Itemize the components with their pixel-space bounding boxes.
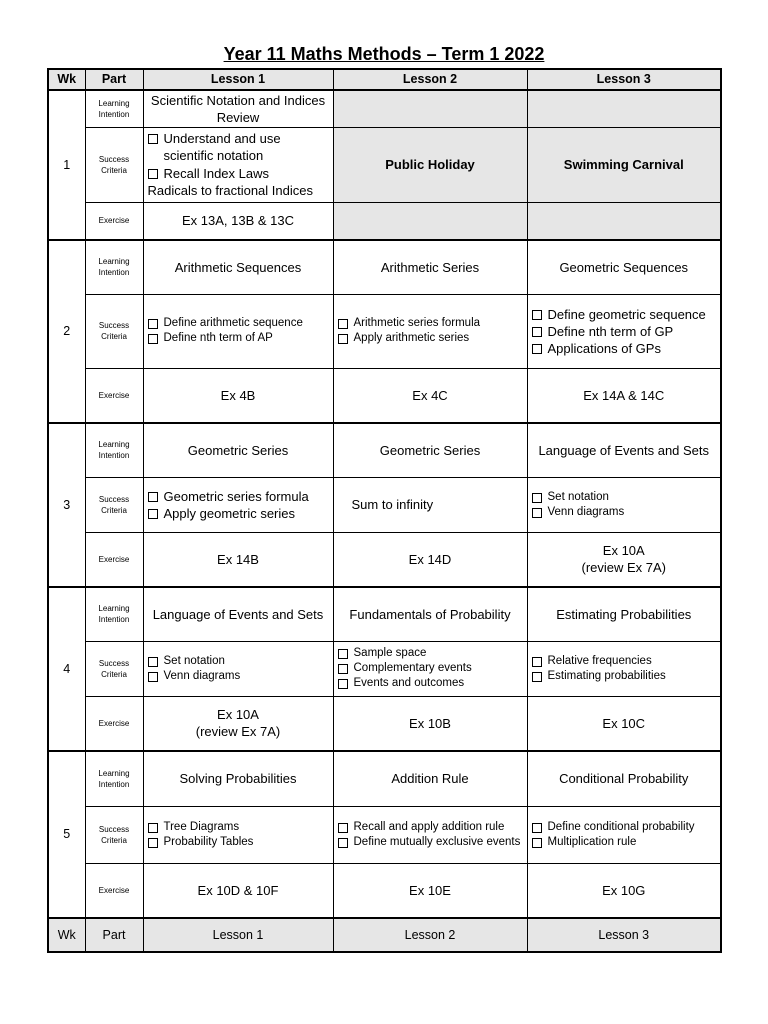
learning-intention: Fundamentals of Probability bbox=[333, 587, 527, 641]
week-3-learning-row bbox=[48, 423, 721, 477]
checklist-item: Venn diagrams bbox=[531, 505, 718, 520]
exercise: Ex 14A & 14C bbox=[527, 368, 721, 423]
checklist-item: Apply geometric series bbox=[147, 505, 330, 522]
week-3-exercise-row bbox=[48, 532, 721, 587]
week-5-success-row bbox=[48, 806, 721, 863]
success-criteria bbox=[527, 806, 721, 863]
learning-intention: Arithmetic Sequences bbox=[143, 240, 333, 294]
week-1-learning-row bbox=[48, 90, 721, 127]
checklist-item: Multiplication rule bbox=[531, 835, 718, 850]
empty-cell bbox=[527, 90, 721, 127]
checklist-item: Set notation bbox=[531, 490, 718, 505]
checklist-item: Define conditional probability bbox=[531, 820, 718, 835]
lesson-schedule-table bbox=[47, 68, 722, 953]
week-number: 2 bbox=[48, 240, 85, 423]
checklist bbox=[147, 654, 330, 684]
header-part: Part bbox=[85, 69, 143, 90]
checklist-item: Define geometric sequence bbox=[531, 306, 718, 323]
week-5-exercise-row bbox=[48, 863, 721, 918]
footer-lesson-1: Lesson 1 bbox=[143, 918, 333, 952]
week-4-success-row bbox=[48, 641, 721, 696]
carnival-note: Swimming Carnival bbox=[527, 127, 721, 202]
exercise bbox=[143, 696, 333, 751]
success-criteria bbox=[527, 294, 721, 368]
success-criteria bbox=[143, 641, 333, 696]
week-4-learning-row bbox=[48, 587, 721, 641]
learning-intention: Solving Probabilities bbox=[143, 751, 333, 806]
week-4-exercise-row bbox=[48, 696, 721, 751]
checklist-item: Define nth term of GP bbox=[531, 323, 718, 340]
success-criteria bbox=[333, 294, 527, 368]
empty-cell bbox=[333, 202, 527, 240]
part-label: Exercise bbox=[85, 696, 143, 751]
exercise: Ex 10C bbox=[527, 696, 721, 751]
checklist-item: Set notation bbox=[147, 654, 330, 669]
part-label: Success Criteria bbox=[85, 806, 143, 863]
exercise: Ex 4C bbox=[333, 368, 527, 423]
learning-intention: Geometric Sequences bbox=[527, 240, 721, 294]
header-lesson-1: Lesson 1 bbox=[143, 69, 333, 90]
part-label: Success Criteria bbox=[85, 641, 143, 696]
part-label: Learning Intention bbox=[85, 90, 143, 127]
checklist bbox=[337, 646, 524, 691]
footer-lesson-3: Lesson 3 bbox=[527, 918, 721, 952]
week-2-exercise-row bbox=[48, 368, 721, 423]
part-label: Learning Intention bbox=[85, 423, 143, 477]
checklist-item: Venn diagrams bbox=[147, 669, 330, 684]
checklist-item: Relative frequencies bbox=[531, 654, 718, 669]
checklist bbox=[337, 316, 524, 346]
success-criteria bbox=[143, 294, 333, 368]
holiday-note: Public Holiday bbox=[333, 127, 527, 202]
part-label: Learning Intention bbox=[85, 751, 143, 806]
exercise: Ex 14D bbox=[333, 532, 527, 587]
week-number: 4 bbox=[48, 587, 85, 751]
learning-intention: Arithmetic Series bbox=[333, 240, 527, 294]
checklist-item: Apply arithmetic series bbox=[337, 331, 524, 346]
part-label: Exercise bbox=[85, 863, 143, 918]
part-label: Learning Intention bbox=[85, 587, 143, 641]
week-2-success-row bbox=[48, 294, 721, 368]
empty-cell bbox=[527, 202, 721, 240]
week-number: 3 bbox=[48, 423, 85, 587]
week-1-success-row bbox=[48, 127, 721, 202]
page-title: Year 11 Maths Methods – Term 1 2022 bbox=[223, 44, 545, 64]
checklist-item: Tree Diagrams bbox=[147, 820, 330, 835]
part-label: Exercise bbox=[85, 202, 143, 240]
success-criteria bbox=[143, 477, 333, 532]
exercise: Ex 10E bbox=[333, 863, 527, 918]
success-criteria bbox=[527, 641, 721, 696]
part-label: Exercise bbox=[85, 532, 143, 587]
part-label: Success Criteria bbox=[85, 127, 143, 202]
exercise-line: (review Ex 7A) bbox=[581, 560, 667, 576]
exercise bbox=[527, 532, 721, 587]
footer-part: Part bbox=[85, 918, 143, 952]
week-number: 1 bbox=[48, 90, 85, 240]
success-criteria bbox=[333, 641, 527, 696]
learning-intention: Geometric Series bbox=[143, 423, 333, 477]
checklist-item: Probability Tables bbox=[147, 835, 330, 850]
checklist bbox=[337, 820, 524, 850]
learning-intention: Conditional Probability bbox=[527, 751, 721, 806]
checklist-item: Define arithmetic sequence bbox=[147, 316, 330, 331]
checklist-item: Recall and apply addition rule bbox=[337, 820, 524, 835]
checklist-item: Estimating probabilities bbox=[531, 669, 718, 684]
header-lesson-2: Lesson 2 bbox=[333, 69, 527, 90]
learning-intention: Geometric Series bbox=[333, 423, 527, 477]
exercise: Ex 10B bbox=[333, 696, 527, 751]
success-criteria bbox=[527, 477, 721, 532]
part-label: Exercise bbox=[85, 368, 143, 423]
footer-wk: Wk bbox=[48, 918, 85, 952]
checklist bbox=[147, 488, 330, 522]
criteria-text: Radicals to fractional Indices bbox=[147, 183, 313, 199]
checklist-item: Complementary events bbox=[337, 661, 524, 676]
learning-intention: Estimating Probabilities bbox=[527, 587, 721, 641]
week-5-learning-row bbox=[48, 751, 721, 806]
week-1-exercise-row bbox=[48, 202, 721, 240]
checklist bbox=[147, 316, 330, 346]
success-criteria bbox=[333, 806, 527, 863]
exercise-line: (review Ex 7A) bbox=[195, 724, 281, 740]
success-criteria: Sum to infinity bbox=[333, 477, 527, 532]
checklist bbox=[147, 820, 330, 850]
checklist-item: Define mutually exclusive events bbox=[337, 835, 524, 850]
learning-intention: Addition Rule bbox=[333, 751, 527, 806]
part-label: Success Criteria bbox=[85, 294, 143, 368]
learning-intention: Scientific Notation and Indices Review bbox=[143, 90, 333, 127]
checklist-item: Sample space bbox=[337, 646, 524, 661]
exercise: Ex 10G bbox=[527, 863, 721, 918]
checklist-item: Define nth term of AP bbox=[147, 331, 330, 346]
checklist-item: Applications of GPs bbox=[531, 340, 718, 357]
checklist-item: Geometric series formula bbox=[147, 488, 330, 505]
exercise: Ex 14B bbox=[143, 532, 333, 587]
checklist-item: Arithmetic series formula bbox=[337, 316, 524, 331]
week-3-success-row bbox=[48, 477, 721, 532]
header-wk: Wk bbox=[48, 69, 85, 90]
exercise: Ex 10D & 10F bbox=[143, 863, 333, 918]
success-criteria bbox=[143, 806, 333, 863]
empty-cell bbox=[333, 90, 527, 127]
learning-intention: Language of Events and Sets bbox=[527, 423, 721, 477]
exercise-line: Ex 10A bbox=[602, 543, 645, 559]
exercise-line: Ex 10A bbox=[217, 707, 259, 723]
checklist bbox=[531, 306, 718, 357]
week-number: 5 bbox=[48, 751, 85, 918]
checklist-item: Understand and use scientific notation bbox=[147, 130, 330, 165]
learning-intention: Language of Events and Sets bbox=[143, 587, 333, 641]
footer-lesson-2: Lesson 2 bbox=[333, 918, 527, 952]
checklist-item: Events and outcomes bbox=[337, 676, 524, 691]
exercise: Ex 4B bbox=[143, 368, 333, 423]
header-row bbox=[48, 69, 721, 90]
success-criteria bbox=[143, 127, 333, 202]
header-lesson-3: Lesson 3 bbox=[527, 69, 721, 90]
exercise: Ex 13A, 13B & 13C bbox=[143, 202, 333, 240]
footer-row bbox=[48, 918, 721, 952]
part-label: Learning Intention bbox=[85, 240, 143, 294]
week-2-learning-row bbox=[48, 240, 721, 294]
checklist-item: Recall Index Laws bbox=[147, 165, 330, 183]
checklist bbox=[531, 654, 718, 684]
part-label: Success Criteria bbox=[85, 477, 143, 532]
checklist bbox=[531, 820, 718, 850]
checklist bbox=[147, 130, 330, 183]
checklist bbox=[531, 490, 718, 520]
